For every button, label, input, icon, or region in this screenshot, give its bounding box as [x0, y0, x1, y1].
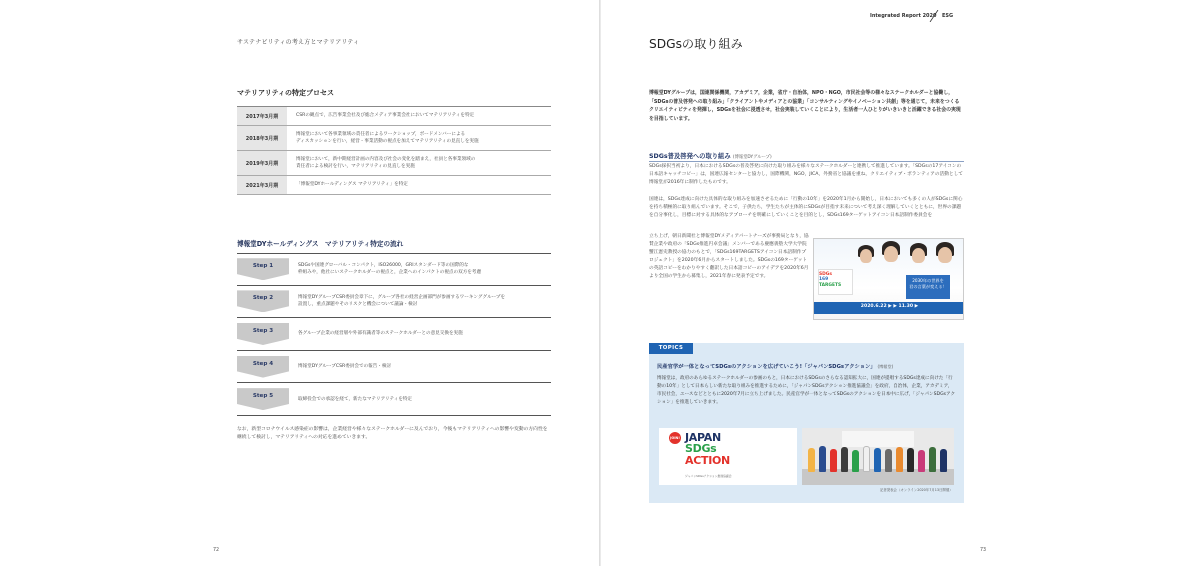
- step-chevron: [237, 323, 289, 345]
- left-page: [0, 0, 599, 566]
- targets-logo: [819, 272, 841, 288]
- step-chevron: [237, 290, 289, 312]
- process-text: CSRの観点で，広告事業会社及び総合メディア事業会社においてマテリアリティを特定: [296, 113, 475, 119]
- step-label: Step 2: [252, 295, 274, 302]
- logo-line: SDGs: [819, 272, 833, 277]
- slash-divider-icon: [929, 10, 939, 22]
- campaign-card: 2030年の世界を 君の言葉が変える！: [906, 275, 950, 299]
- flow-row: [237, 253, 551, 286]
- flow-row: [237, 286, 551, 319]
- step-label: Step 3: [252, 327, 274, 334]
- step-marker: [237, 356, 289, 378]
- person-figure: [940, 449, 947, 472]
- page-number-right: 73: [980, 548, 987, 553]
- person-figure: [852, 450, 859, 472]
- stage-screen: [842, 431, 914, 447]
- intro-paragraph: 博報堂DYグループは，国連関係機関，アカデミア，企業，省庁・自治体，NPO・NGO，市民社会等の様々なステークホルダーと協働し，「SDGsの普及啓発への取り組み」「クライアントやメディアとの協業」「コンサルティングやイノベーション共創」等を通じて，未来をつくるクリエイティビティを発揮し，SDGsを社会に浸透させ，社会実装していくことにより，生活者一人ひとりがいきいきと活躍できる社会の実現を目指しています。: [649, 90, 961, 122]
- person-figure: [819, 446, 826, 472]
- person-figure: [841, 447, 848, 472]
- topics-badge: TOPICS: [649, 343, 693, 354]
- process-year: 2018年3月期: [237, 126, 287, 150]
- step-marker: [237, 388, 289, 410]
- person-face: [884, 246, 898, 262]
- process-row: [237, 126, 551, 151]
- logo-line: 169: [819, 277, 829, 283]
- process-text: 「博報堂DYホールディングス マテリアリティ」を特定: [296, 182, 408, 188]
- campaign-date: 2020.6.22 ▶ ▶ 11.30 ▶: [860, 304, 919, 309]
- process-year: 2021年3月期: [237, 176, 287, 194]
- sub-heading: [649, 151, 964, 162]
- logo-subtitle: ジャパンSDGsアクション推進協議会: [685, 474, 732, 478]
- sub-heading-text: SDGs普及啓発への取り組み: [649, 153, 731, 160]
- person-figure: [885, 449, 892, 472]
- person-face: [938, 247, 952, 263]
- process-year: 2017年3月期: [237, 107, 287, 125]
- person-figure: [918, 450, 925, 472]
- person-figure: [808, 448, 815, 472]
- process-table: [237, 106, 551, 195]
- step-chevron: [237, 356, 289, 378]
- process-text: 博報堂において各事業領域の責任者によるワークショップ，ボードメンバーによる ディスカッションを行い，経営・事業活動の視点を加えてマテリアリティの見直しを実施: [296, 131, 479, 144]
- body-paragraph: 国連は，SDGs達成に向けた具体的な取り組みを加速させるために「行動の10年」を2020年1月から開始し，日本においても多くの人がSDGsに関心を持ち積極的に取り組んでいます。そこで，子供たち，学生たちが主体的にSDGsが目指す未来について考え深く理解していくとともに，世界の課題を自分事化し，目標に対する具体的なアプローチを明確にしていくことを目的とし，SDGs169ターゲットアイコン日本語制作委員会を: [649, 197, 963, 219]
- process-row: [237, 107, 551, 126]
- section-label: サステナビリティの考え方とマテリアリティ: [237, 39, 360, 46]
- person-figure: [830, 449, 837, 472]
- logo-line: TARGETS: [819, 282, 842, 288]
- page-number-left: 72: [213, 548, 220, 553]
- step-text: 博報堂DYグループCSR委員会での報告・検討: [298, 363, 392, 369]
- report-label: Integrated Report 2020: [870, 13, 937, 19]
- flow-heading: 博報堂DYホールディングス マテリアリティ特定の流れ: [237, 240, 404, 248]
- logo-line: JAPAN: [685, 431, 721, 444]
- person-face: [912, 248, 925, 263]
- step-marker: [237, 290, 289, 312]
- flow-row: [237, 351, 551, 384]
- step-marker: [237, 323, 289, 345]
- person-figure: [896, 447, 903, 472]
- person-figure: [863, 446, 870, 472]
- japan-sdgs-action-logo: [659, 428, 797, 485]
- person-face: [860, 249, 872, 263]
- process-text: 博報堂において，新中期経営計画の内容及び社会の変化を踏まえ，社員と各事業領域の 責任者による検討を行い，マテリアリティの見直しを実施: [296, 156, 476, 169]
- person-figure: [907, 448, 914, 472]
- covid-note: なお，新型コロナウイルス感染症の影響は，企業経営や様々なステークホルダーに及んでおり，今後もマテリアリティへの影響や変動の方向性を継続して検討し，マテリアリティへの対応を進めていきます。: [237, 427, 548, 441]
- step-text: 各グループ企業の経営層や外部有識者等のステークホルダーとの意見交換を実施: [298, 331, 463, 337]
- process-row: [237, 151, 551, 176]
- section-tag: ESG: [942, 13, 954, 19]
- flow-row: [237, 318, 551, 351]
- join-badge: JOIN!: [669, 432, 681, 444]
- step-text: 博報堂DYグループCSR委員会章下に，グループ各社の経営企画部門が参画するワーキンググループを 設置し，重点課題やそのリスクと機会について議論・検討: [298, 295, 506, 308]
- body-paragraph: SDGs採択当初より，日本におけるSDGsの普及啓発に向けた取り組みを様々なステークホルダーと連携して推進しています。「SDGsの17アイコンの日本語キャッチコピー」は，国連広報センターと協力し，国際機関，NGO，JICA，外務省と協議を重ね，クリエイティブ・ボランティアの活動として博報堂が2016年に制作したものです。: [649, 164, 963, 186]
- press-conference-photo: [802, 428, 954, 485]
- logo-line: SDGs: [685, 442, 717, 455]
- step-chevron: [237, 258, 289, 280]
- step-label: Step 5: [252, 393, 274, 400]
- step-text: 取締役会での承認を経て，新たなマテリアリティを特定: [298, 396, 413, 402]
- process-year: 2019年3月期: [237, 151, 287, 175]
- step-label: Step 1: [252, 263, 274, 270]
- topics-box: [649, 343, 964, 503]
- topics-body: 博報堂は，政府のあらゆるステークホルダーの参画のもと，日本におけるSDGsのさらなる認知拡大に，国連が提唱するSDGs達成に向けた「行動の10年」として日本らしい新たな取り組みを推進するために，「ジャパンSDGsアクション推進協議会」を政府，自治体，企業，アカデミア，市民社会，ユースなどとともに2020年7月に立ち上げました。民産官学が一体となってSDGsのアクションを日本中に広げ，「ジャパンSDGsアクション」を推進していきます。: [657, 376, 956, 406]
- flow-steps: [237, 253, 551, 416]
- step-label: Step 4: [252, 360, 274, 367]
- process-row: [237, 176, 551, 195]
- process-heading: マテリアリティの特定プロセス: [237, 89, 335, 97]
- topics-title: [657, 362, 957, 370]
- person-figure: [929, 447, 936, 472]
- step-chevron: [237, 388, 289, 410]
- topics-title-note: (博報堂): [877, 364, 894, 369]
- flow-row: [237, 383, 551, 416]
- sub-heading-note: (博報堂DYグループ): [732, 155, 772, 160]
- page-title: SDGsの取り組み: [649, 37, 743, 51]
- topics-title-text: 民産官学が一体となってSDGsのアクションを広げていこう!「ジャパンSDGsアクション」: [657, 364, 876, 370]
- campaign-photo: [813, 238, 964, 320]
- photo-caption: 記者発表会（オンライン2020年7月13日開催）: [880, 488, 953, 492]
- logo-line: ACTION: [685, 454, 730, 467]
- step-text: SDGsや国連グローバル・コンパクト，ISO26000，GRIスタンダード等の国際的な 枠組みや，他社にいステークホルダーの視点と，企業へのインパクトの視点の双方を考慮: [298, 262, 482, 276]
- person-figure: [874, 448, 881, 472]
- body-paragraph: 立ち上げ，朝日新聞社と博報堂DYメディアパートナーズが事務局となり，協賛企業や政府の「SDGs推進円卓会議」メンバーである慶應義塾大学大学院蟹江憲史教授の協力のもとで，「SDGs169TARGETSアイコン日本語制作プロジェクト」を2020年6月からスタートしました。SDGsの169ターゲットの英語コピーをわかりやすく翻訳した日本語コピーのアイデアを2020年6月より全国の学生から募集し，2021年春に発表予定です。: [649, 234, 809, 280]
- step-marker: [237, 258, 289, 280]
